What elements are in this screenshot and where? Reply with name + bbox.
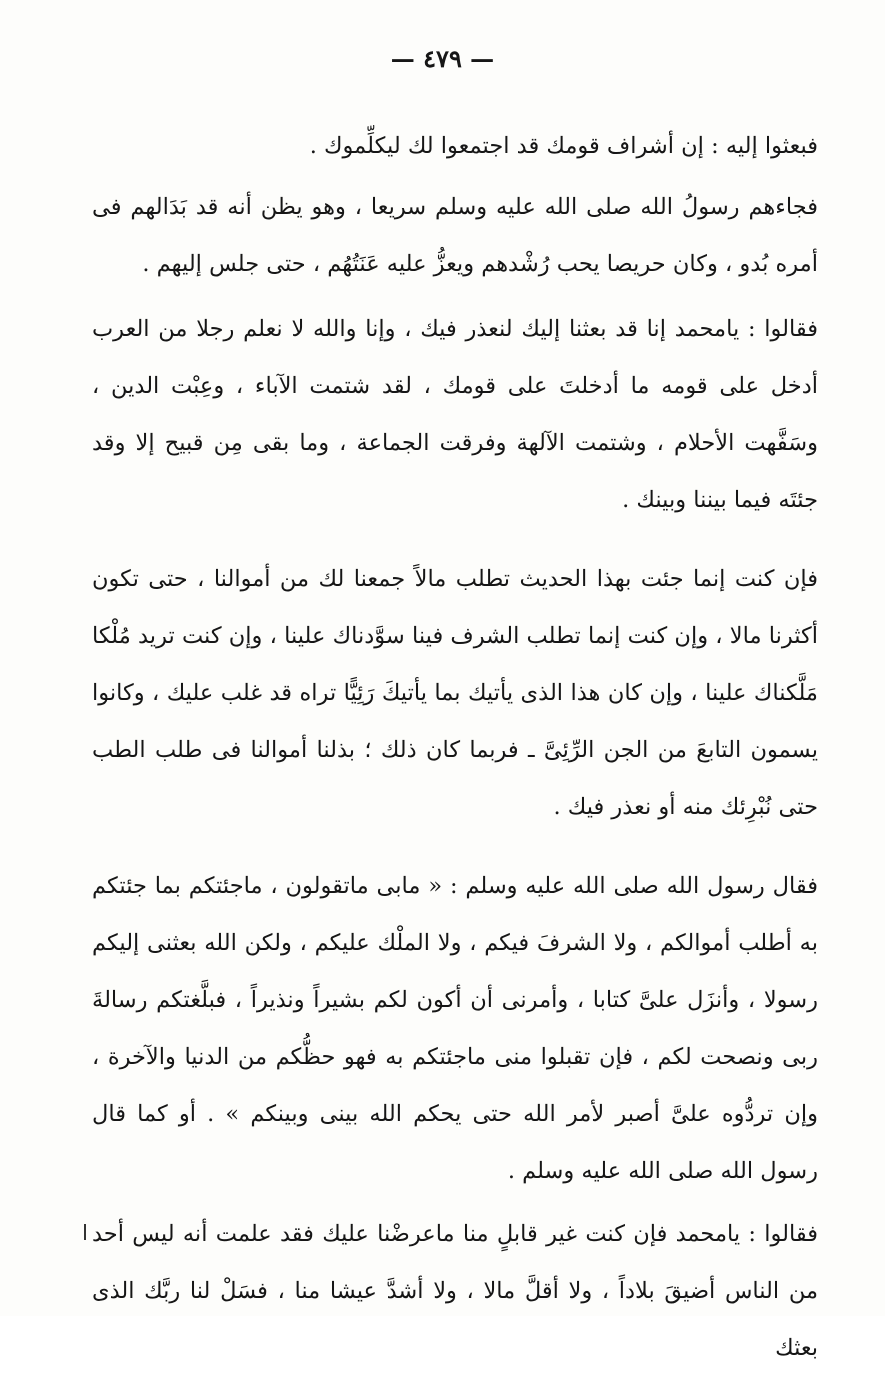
page-number: — ٤٧٩ — [390,44,495,73]
paragraph-2: فجاءهم رسولُ الله صلى الله عليه وسلم سريعا ، وهو يظن أنه قد بَدَالهم فى أمره بُدو ، وكان حريصا يحب رُشْدهم ويعزُّ عليه عَنَتُهُم ، حتى جلس إليهم . [92,194,818,277]
paragraph-1: فبعثوا إليه : إن أشراف قومك قد اجتمعوا لك ليكلِّموك . [309,133,818,159]
paragraph-6: فقالوا : يامحمد فإن كنت غير قابلٍ منا ماعرضْنا عليك فقد علمت أنه ليس أحد من الناس أضيقَ بلاداً ، ولا أقلَّ مالا ، ولا أشدَّ عيشا منا ، فسَلْ لنا ربَّك الذى بعثك [92,1221,818,1361]
paragraph-3: فقالوا : يامحمد إنا قد بعثنا إليك لنعذر فيك ، وإنا والله لا نعلم رجلا من العرب أدخل على قومه ما أدخلتَ على قومك ، لقد شتمت الآباء ، وعِبْت الدين ، وسَفَّهت الأحلام ، وشتمت الآلهة وفرقت الجماعة ، وما بقى مِن قبيح إلا وقد جئتَه فيما بيننا وبينك . [92,316,818,513]
body-text [92,118,818,1377]
paragraph-5: فقال رسول الله صلى الله عليه وسلم : « مابى ماتقولون ، ماجئتكم بما جئتكم به أطلب أموالكم ، ولا الشرفَ فيكم ، ولا الملْك عليكم ، ولكن الله بعثنى إليكم رسولا ، وأنزَل علىَّ كتابا ، وأمرنى أن أكون لكم بشيراً ونذيراً ، فبلَّغتكم رسالةَ ربى ونصحت لكم ، فإن تقبلوا منى ماجئتكم به فهو حظُّكم من الدنيا والآخرة ، وإن تردُّوه علىَّ أصبر لأمر الله حتى يحكم الله بينى وبينكم » . أو كما قال رسول الله صلى الله عليه وسلم . [92,873,818,1184]
scan-mark [84,1224,86,1240]
paragraph-4: فإن كنت إنما جئت بهذا الحديث تطلب مالاً جمعنا لك من أموالنا ، حتى تكون أكثرنا مالا ، وإن كنت إنما تطلب الشرف فينا سوَّدناك علينا ، وإن كنت تريد مُلْكا مَلَّكناك علينا ، وإن كان هذا الذى يأتيك بما يأتيكَ رَئِيًّا تراه قد غلب عليك ، وكانوا يسمون التابعَ من الجن الرِّئِىَّ ـ فربما كان ذلك ؛ بذلنا أموالنا فى طلب الطب حتى نُبْرِئك منه أو نعذر فيك . [92,566,818,820]
